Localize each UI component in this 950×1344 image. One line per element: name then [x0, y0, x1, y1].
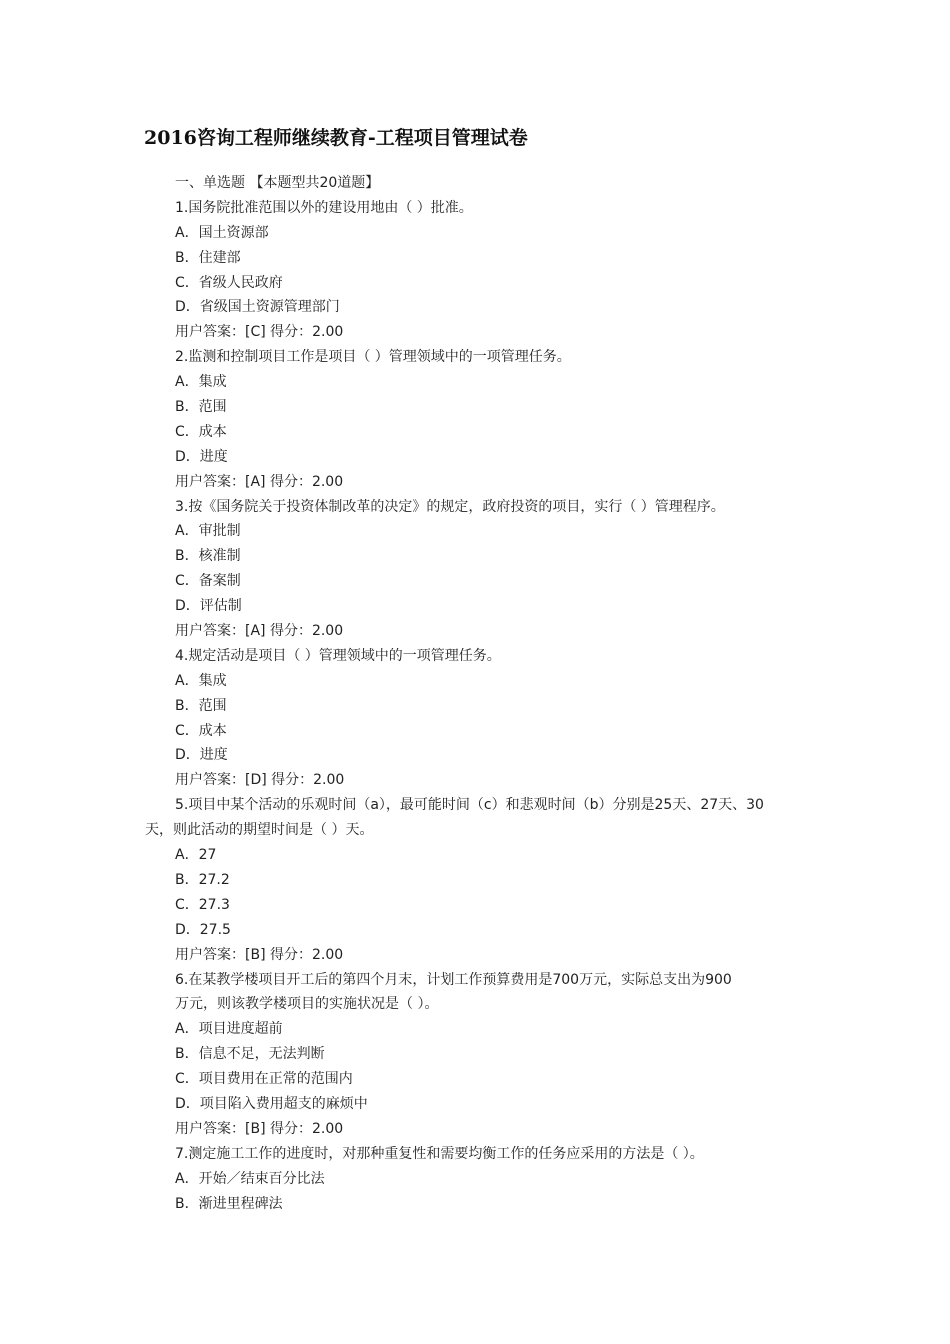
option: D．省级国土资源管理部门 — [175, 299, 340, 316]
option: D．27.5 — [175, 921, 231, 938]
option: C．成本 — [175, 423, 227, 440]
option: D．进度 — [175, 448, 228, 465]
exam-content — [145, 171, 815, 1216]
option: A．项目进度超前 — [175, 1021, 283, 1038]
option: A．国土资源部 — [175, 224, 269, 241]
option: A．审批制 — [175, 523, 241, 540]
option: A．开始／结束百分比法 — [175, 1170, 325, 1187]
question-stem-line-1: 5.项目中某个活动的乐观时间（a），最可能时间（c）和悲观时间（b）分别是25天、27天、30 — [175, 797, 764, 814]
question-stem-line-2: 万元，则该教学楼项目的实施状况是（ ）。 — [175, 996, 439, 1013]
user-answer: 用户答案：[C] 得分：2.00 — [175, 324, 344, 341]
question-stem-line-2: 天，则此活动的期望时间是（ ）天。 — [145, 822, 374, 839]
question-stem: 3.按《国务院关于投资体制改革的决定》的规定，政府投资的项目，实行（ ）管理程序。 — [175, 498, 725, 515]
user-answer: 用户答案：[B] 得分：2.00 — [175, 946, 344, 963]
question-stem: 2.监测和控制项目工作是项目（ ）管理领域中的一项管理任务。 — [175, 349, 571, 366]
question-stem: 7.测定施工工作的进度时，对那种重复性和需要均衡工作的任务应采用的方法是（ ）。 — [175, 1145, 704, 1162]
option: B．渐进里程碑法 — [175, 1195, 283, 1212]
option: D．项目陷入费用超支的麻烦中 — [175, 1095, 368, 1112]
option: D．进度 — [175, 747, 228, 764]
page-title: 2016咨询工程师继续教育-工程项目管理试卷 — [144, 127, 528, 149]
option: C．省级人民政府 — [175, 274, 283, 291]
option: C．成本 — [175, 722, 227, 739]
option: B．范围 — [175, 697, 227, 714]
option: C．备案制 — [175, 573, 241, 590]
question-stem: 1.国务院批准范围以外的建设用地由（ ）批准。 — [175, 199, 473, 216]
option: A．集成 — [175, 672, 227, 689]
option: A．27 — [175, 847, 217, 864]
option: B．27.2 — [175, 871, 230, 888]
user-answer: 用户答案：[D] 得分：2.00 — [175, 772, 345, 789]
option: B．住建部 — [175, 249, 241, 266]
question-stem: 4.规定活动是项目（ ）管理领域中的一项管理任务。 — [175, 647, 501, 664]
question-stem-line-1: 6.在某教学楼项目开工后的第四个月末，计划工作预算费用是700万元，实际总支出为900 — [175, 971, 732, 988]
user-answer: 用户答案：[A] 得分：2.00 — [175, 623, 344, 640]
user-answer: 用户答案：[B] 得分：2.00 — [175, 1120, 344, 1137]
option: A．集成 — [175, 374, 227, 391]
user-answer: 用户答案：[A] 得分：2.00 — [175, 473, 344, 490]
option: C．项目费用在正常的范围内 — [175, 1071, 353, 1088]
option: B．信息不足，无法判断 — [175, 1046, 325, 1063]
option: C．27.3 — [175, 896, 230, 913]
option: B．范围 — [175, 399, 227, 416]
option: D．评估制 — [175, 598, 242, 615]
option: B．核准制 — [175, 548, 241, 565]
section-heading: 一、单选题 【本题型共20道题】 — [175, 175, 380, 191]
